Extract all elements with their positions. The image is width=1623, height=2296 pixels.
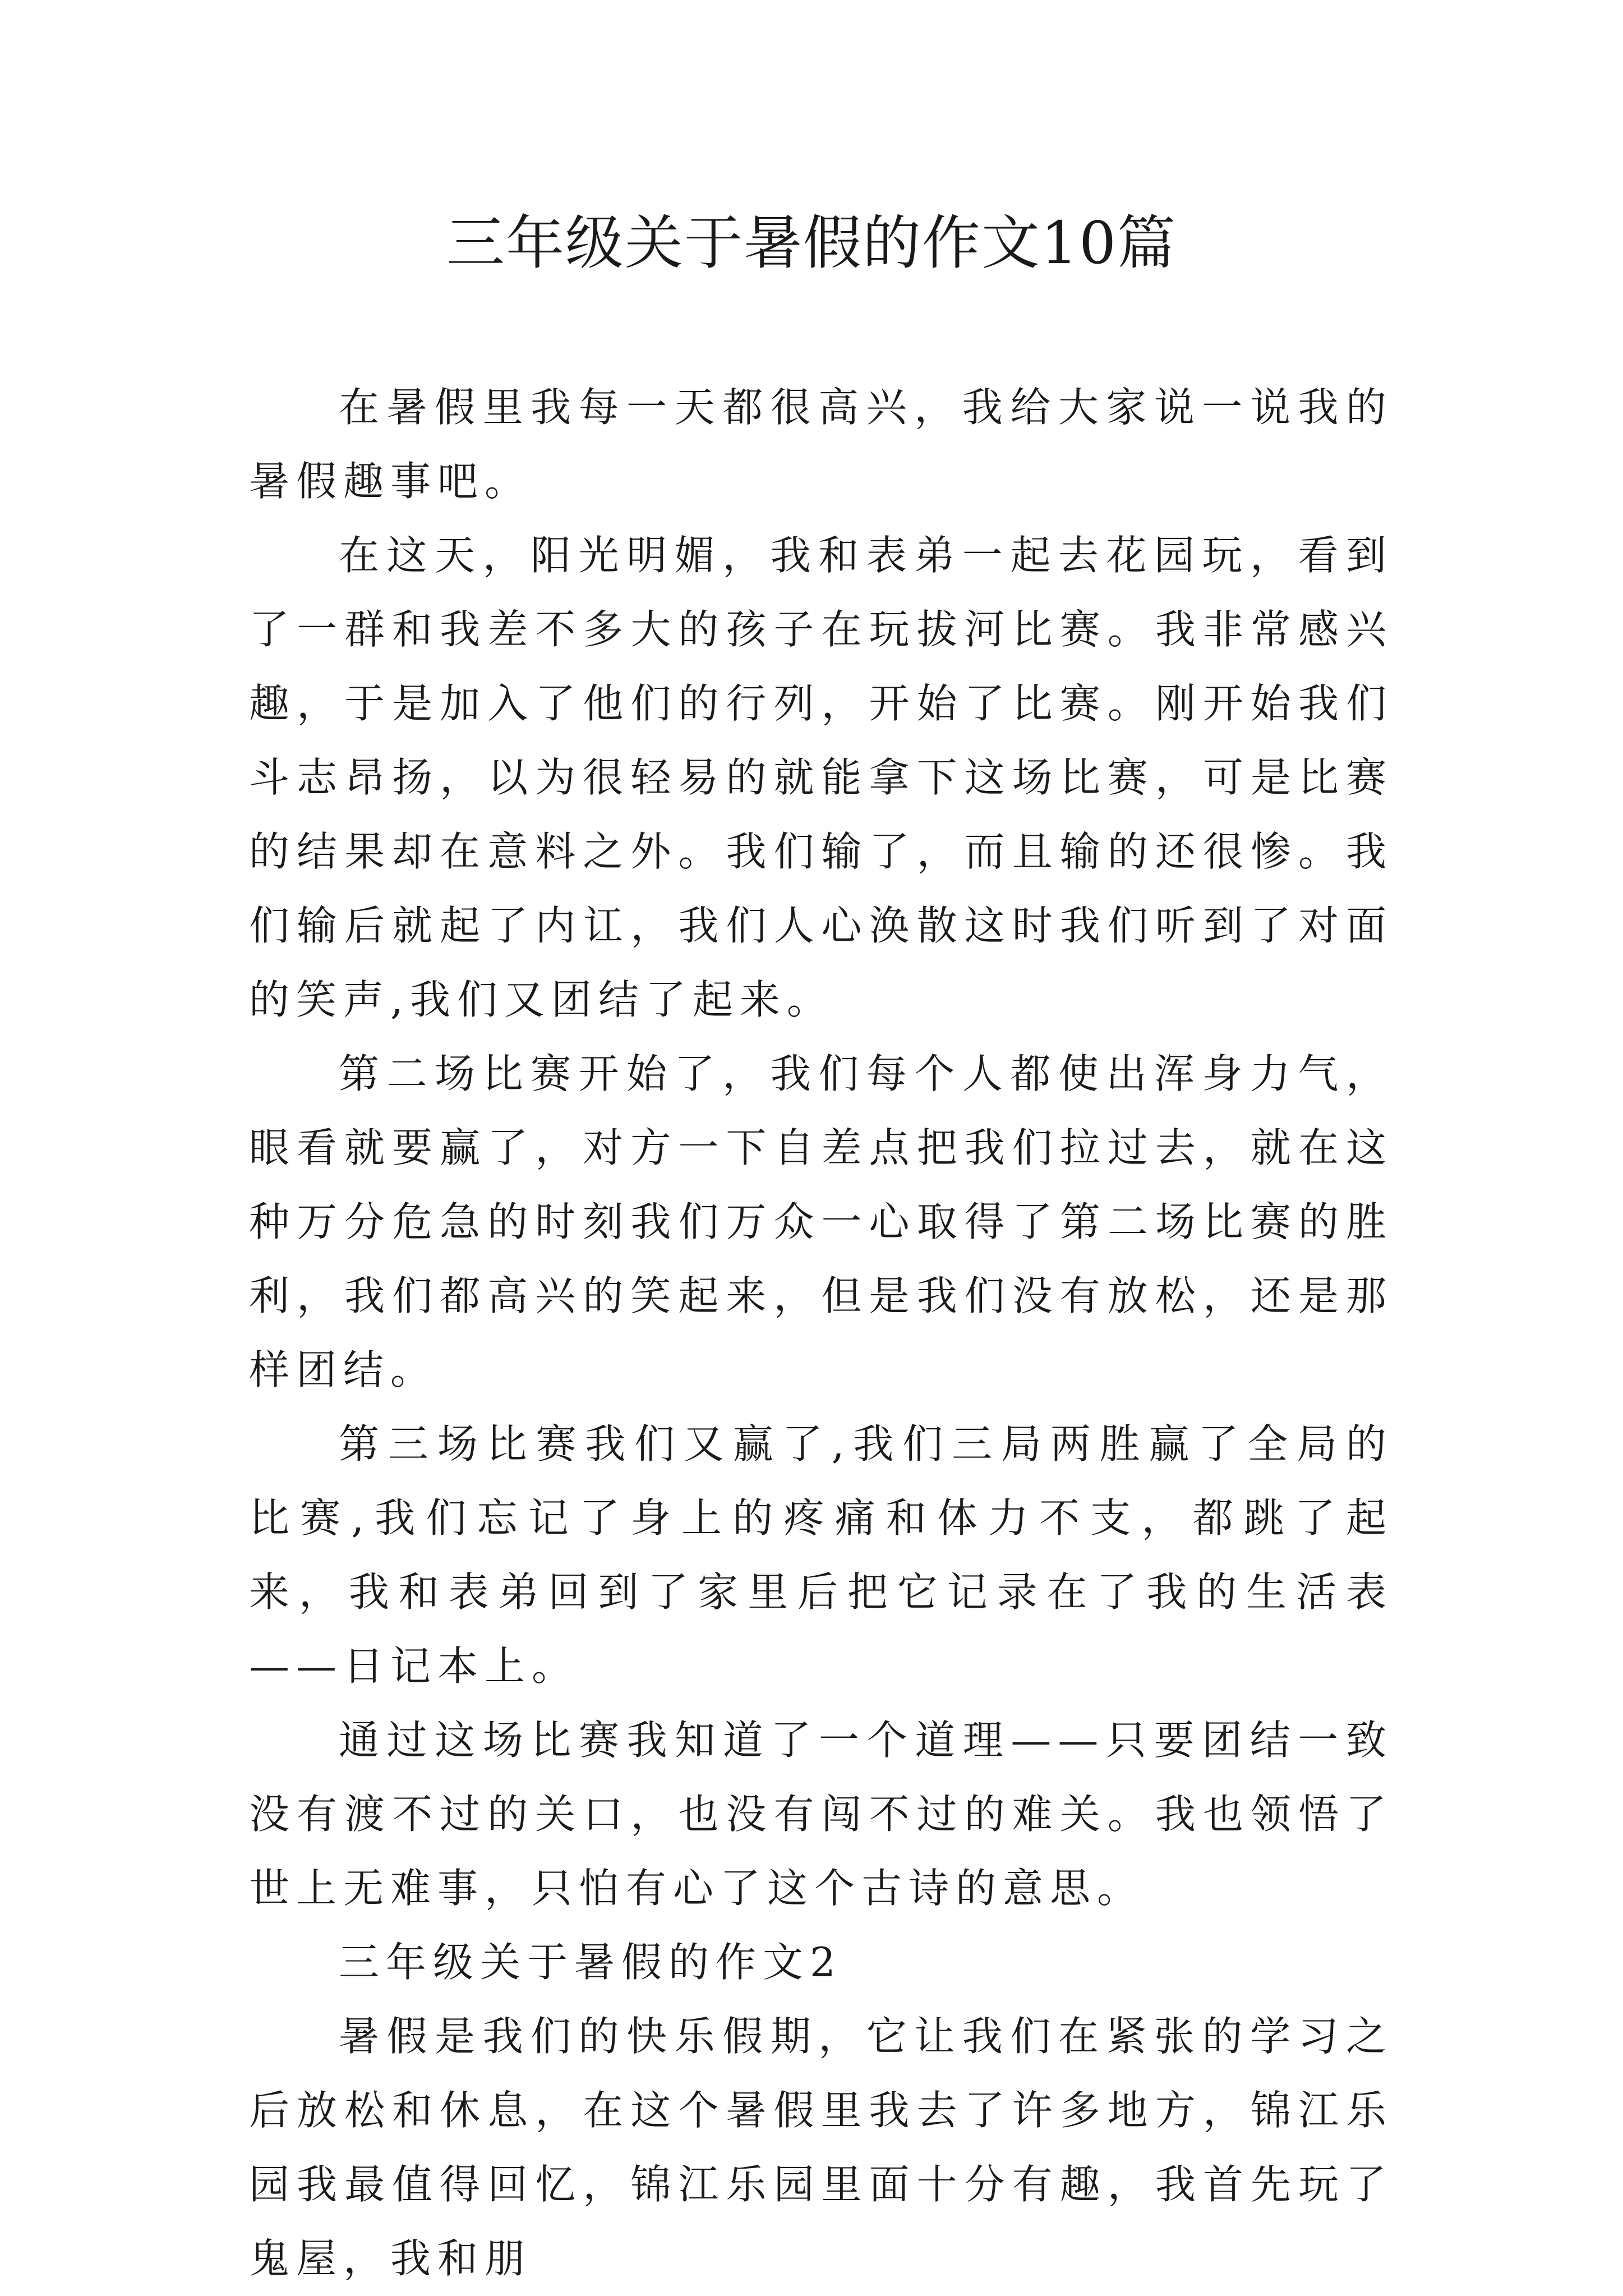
section-heading-essay-2: 三年级关于暑假的作文2	[339, 1939, 842, 1986]
document-title: 三年级关于暑假的作文10篇	[446, 209, 1177, 277]
paragraph-essay-2-start: 暑假是我们的快乐假期，它让我们在紧张的学习之后放松和休息，在这个暑假里我去了许多地方，锦江乐园我最值得回忆，锦江乐园里面十分有趣，我首先玩了鬼屋，我和朋	[249, 2013, 1393, 2282]
paragraph-intro: 在暑假里我每一天都很高兴，我给大家说一说我的暑假趣事吧。	[249, 384, 1393, 505]
paragraph-tug-of-war: 在这天，阳光明媚，我和表弟一起去花园玩，看到了一群和我差不多大的孩子在玩拔河比赛。我非常感兴趣，于是加入了他们的行列，开始了比赛。刚开始我们斗志昂扬，以为很轻易的就能拿下这场比赛，可是比赛的结果却在意料之外。我们输了，而且输的还很惨。我们输后就起了内讧，我们人心涣散这时我们听到了对面的笑声,我们又团结了起来。	[249, 532, 1393, 1023]
paragraph-lesson: 通过这场比赛我知道了一个道理——只要团结一致没有渡不过的关口，也没有闯不过的难关。我也领悟了世上无难事，只怕有心了这个古诗的意思。	[249, 1717, 1393, 1912]
document-body	[249, 370, 1393, 2295]
paragraph-third-match: 第三场比赛我们又赢了,我们三局两胜赢了全局的比赛,我们忘记了身上的疼痛和体力不支，都跳了起来，我和表弟回到了家里后把它记录在了我的生活表——日记本上。	[249, 1420, 1393, 1690]
paragraph-second-match: 第二场比赛开始了，我们每个人都使出浑身力气，眼看就要赢了，对方一下自差点把我们拉过去，就在这种万分危急的时刻我们万众一心取得了第二场比赛的胜利，我们都高兴的笑起来，但是我们没有放松，还是那样团结。	[249, 1050, 1393, 1393]
